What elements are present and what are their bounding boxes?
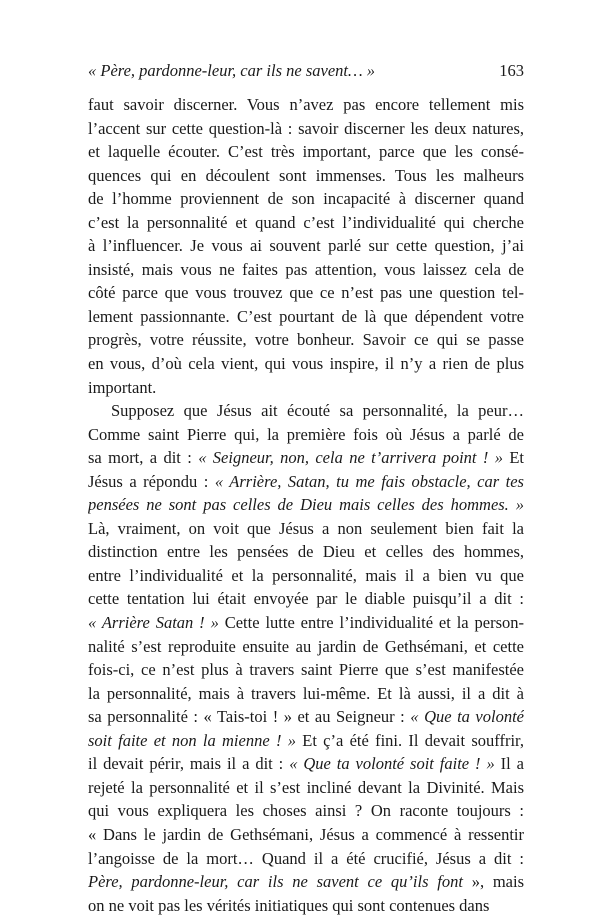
text-line <box>88 847 524 871</box>
text-line <box>88 635 524 659</box>
text-run: nalité s’est reproduite ensuite au jardin de Gethsémani, et cette <box>88 636 524 656</box>
text-line <box>88 352 524 376</box>
text-run: l’accent sur cette question-là : savoir discerner les deux natures, <box>88 118 524 138</box>
text-run: cette tentation lui était envoyée par le diable puisqu’il a dit : <box>88 589 524 609</box>
text-line <box>88 93 524 117</box>
text-run: », mais <box>462 872 524 892</box>
text-line <box>88 894 524 917</box>
text-line <box>88 399 524 423</box>
text-run: rejeté la personnalité et il s’est incliné devant la Divinité. Mais <box>88 777 524 797</box>
text-line <box>88 587 524 611</box>
text-line <box>88 423 524 447</box>
text-run: l’angoisse de la mort… Quand il a été crucifié, Jésus a dit : <box>88 848 524 868</box>
text-run: important. <box>88 377 157 397</box>
text-line <box>88 305 524 329</box>
running-title: « Père, pardonne-leur, car ils ne savent… » <box>88 61 376 80</box>
running-header <box>88 60 524 82</box>
text-line <box>88 776 524 800</box>
text-run: fois-ci, ce n’est plus à travers saint Pierre que s’est manifestée <box>88 660 524 680</box>
italic-quote: « Seigneur, non, cela ne t’arrivera point ! » <box>198 448 503 468</box>
italic-quote: soit faite et non la mienne ! » <box>88 730 296 750</box>
text-line <box>88 258 524 282</box>
text-run: à l’influencer. Je vous ai souvent parlé sur cette question, j’ai <box>88 236 524 256</box>
text-line <box>88 658 524 682</box>
text-line <box>88 164 524 188</box>
text-line <box>88 729 524 753</box>
text-run: quences qui en découlent sont immenses. Tous les malheurs <box>88 165 524 185</box>
text-run: Supposez que Jésus ait écouté sa personnalité, la peur… <box>111 401 524 421</box>
text-run: côté parce que vous trouvez que ce n’est pas une question tel- <box>88 283 524 303</box>
text-line <box>88 799 524 823</box>
text-run: Cette lutte entre l’individualité et la person- <box>218 613 524 633</box>
text-run: progrès, votre réussite, votre bonheur. Savoir ce qui se passe <box>88 330 524 350</box>
body-text <box>88 93 524 917</box>
text-run: et laquelle écouter. C’est très important, parce que les consé- <box>88 142 524 162</box>
text-run: lement passionnante. C’est pourtant de là que dépendent votre <box>88 306 524 326</box>
text-run: Là, vraiment, on voit que Jésus a non seulement bien fait la <box>88 518 524 538</box>
text-line <box>88 211 524 235</box>
text-run: il devait périr, mais il a dit : <box>88 754 290 774</box>
italic-quote: « Arrière Satan ! » <box>88 613 219 633</box>
text-run: sa mort, a dit : <box>88 448 199 468</box>
text-line <box>88 493 524 517</box>
text-run: Il a <box>494 754 524 774</box>
text-line <box>88 117 524 141</box>
text-run: faut savoir discerner. Vous n’avez pas encore tellement mis <box>88 95 524 114</box>
text-run: Et <box>502 448 524 468</box>
text-line <box>88 823 524 847</box>
text-line <box>88 517 524 541</box>
text-line <box>88 140 524 164</box>
text-run: insisté, mais vous ne faites pas attention, vous laissez cela de <box>88 259 524 279</box>
text-run: de l’homme proviennent de son incapacité à discerner quand <box>88 189 524 209</box>
italic-quote: « Que ta volonté <box>410 707 524 727</box>
text-run: Comme saint Pierre qui, la première fois où Jésus a parlé de <box>88 424 524 444</box>
text-line <box>88 281 524 305</box>
italic-quote: « Arrière, Satan, tu me fais obstacle, car tes <box>214 471 524 491</box>
page-number: 163 <box>499 61 524 80</box>
text-line <box>88 470 524 494</box>
text-line <box>88 540 524 564</box>
text-run: Et ç’a été fini. Il devait souffrir, <box>295 730 524 750</box>
text-run: entre l’individualité et la personnalité, mais il a bien vu que <box>88 565 524 585</box>
text-line <box>88 752 524 776</box>
text-run: sa personnalité : « Tais-toi ! » et au Seigneur : <box>88 707 411 727</box>
text-run: on ne voit pas les vérités initiatiques qui sont contenues dans <box>88 895 490 915</box>
text-run: qui vous expliquera les choses ainsi ? On raconte toujours : <box>88 801 524 821</box>
text-line <box>88 564 524 588</box>
text-line <box>88 682 524 706</box>
text-line <box>88 376 524 400</box>
text-line <box>88 234 524 258</box>
text-line <box>88 870 524 894</box>
text-run: « Dans le jardin de Gethsémani, Jésus a commencé à ressentir <box>88 824 524 844</box>
text-run: en vous, d’où cela vient, qui vous inspire, il n’y a rien de plus <box>88 354 524 374</box>
text-line <box>88 446 524 470</box>
italic-quote: pensées ne sont pas celles de Dieu mais celles des hommes. » <box>88 495 524 515</box>
italic-quote: « Que ta volonté soit faite ! » <box>289 754 495 774</box>
text-line <box>88 705 524 729</box>
text-line <box>88 187 524 211</box>
text-line <box>88 611 524 635</box>
text-run: la personnalité, mais à travers lui-même. Et là aussi, il a dit à <box>88 683 524 703</box>
text-run: distinction entre les pensées de Dieu et celles des hommes, <box>88 542 524 562</box>
text-run: c’est la personnalité et quand c’est l’individualité qui cherche <box>88 212 524 232</box>
text-run: Jésus a répondu : <box>88 471 215 491</box>
text-line <box>88 328 524 352</box>
italic-quote: Père, pardonne-leur, car ils ne savent ce qu’ils font <box>88 872 463 892</box>
